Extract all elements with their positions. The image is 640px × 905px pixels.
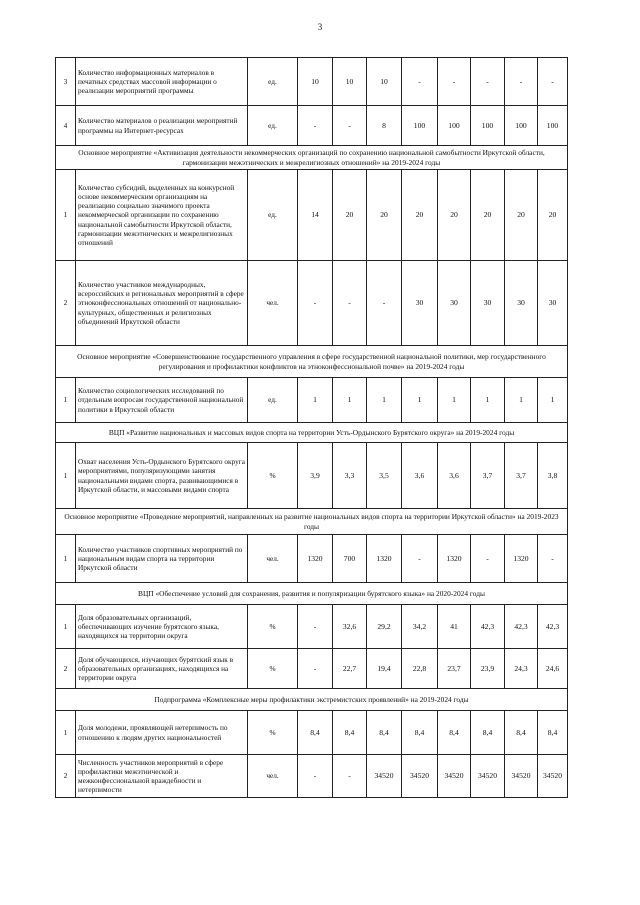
indicator-value: 100 <box>471 106 505 146</box>
section-header-row <box>56 146 568 170</box>
indicator-value: - <box>471 535 505 583</box>
indicator-value: 42,3 <box>505 605 538 649</box>
table-row <box>56 535 568 583</box>
indicator-value: 32,6 <box>333 605 367 649</box>
indicator-value: 34520 <box>402 755 438 798</box>
indicator-value: - <box>438 58 471 106</box>
table-row <box>56 755 568 798</box>
indicator-value: 1 <box>298 378 333 423</box>
indicator-value: 10 <box>298 58 333 106</box>
section-header-row <box>56 689 568 711</box>
row-number: 1 <box>56 170 76 261</box>
indicator-value: 8 <box>367 106 402 146</box>
table-row <box>56 378 568 423</box>
indicator-value: - <box>298 605 333 649</box>
table-row <box>56 711 568 755</box>
indicator-name: Количество участников спортивных мероприятий по национальным видам спорта на территории Иркутской области <box>76 535 248 583</box>
indicator-value: - <box>367 261 402 346</box>
indicator-value: 100 <box>538 106 568 146</box>
indicator-name: Количество информационных материалов в печатных средствах массовой информации о реализации мероприятий программы <box>76 58 248 106</box>
page-number: 3 <box>317 22 323 32</box>
indicator-value: 20 <box>367 170 402 261</box>
unit-of-measure: ед. <box>248 170 298 261</box>
indicator-value: 3,7 <box>471 443 505 509</box>
indicator-value: - <box>333 755 367 798</box>
indicator-value: 700 <box>333 535 367 583</box>
unit-of-measure: % <box>248 443 298 509</box>
indicator-value: 3,3 <box>333 443 367 509</box>
indicator-value: 100 <box>438 106 471 146</box>
indicator-value: 1320 <box>367 535 402 583</box>
row-number: 1 <box>56 605 76 649</box>
row-number: 4 <box>56 106 76 146</box>
indicator-value: 8,4 <box>471 711 505 755</box>
indicator-value: 8,4 <box>367 711 402 755</box>
indicator-value: - <box>505 58 538 106</box>
indicator-value: 8,4 <box>298 711 333 755</box>
table-row <box>56 605 568 649</box>
indicator-value: 29,2 <box>367 605 402 649</box>
indicator-value: 24,3 <box>505 649 538 689</box>
indicator-value: 42,3 <box>471 605 505 649</box>
indicator-value: 23,7 <box>438 649 471 689</box>
indicator-value: 24,6 <box>538 649 568 689</box>
indicator-name: Количество социологических исследований по отдельным вопросам государственной национальной политики в Иркутской области <box>76 378 248 423</box>
indicator-value: 30 <box>505 261 538 346</box>
section-header-row <box>56 346 568 378</box>
indicator-value: 8,4 <box>438 711 471 755</box>
unit-of-measure: чел. <box>248 755 298 798</box>
indicator-value: 1320 <box>438 535 471 583</box>
indicator-value: 34520 <box>367 755 402 798</box>
indicator-name: Доля молодежи, проявляющей нетерпимость по отношению к людям других национальностей <box>76 711 248 755</box>
section-title: Подпрограмма «Комплексные меры профилактики экстремистских проявлений» на 2019-2024 годы <box>56 689 568 711</box>
indicator-value: 22,7 <box>333 649 367 689</box>
indicator-value: 14 <box>298 170 333 261</box>
row-number: 1 <box>56 535 76 583</box>
indicator-value: 20 <box>333 170 367 261</box>
indicator-value: 10 <box>367 58 402 106</box>
table-row <box>56 649 568 689</box>
indicators-table <box>55 57 568 798</box>
indicator-value: 100 <box>505 106 538 146</box>
unit-of-measure: % <box>248 711 298 755</box>
indicator-name: Доля обучающихся, изучающих бурятский язык в образовательных организациях, находящихся на территории округа <box>76 649 248 689</box>
table-row <box>56 170 568 261</box>
indicator-value: 3,6 <box>438 443 471 509</box>
indicator-value: 1320 <box>505 535 538 583</box>
indicator-value: 22,8 <box>402 649 438 689</box>
indicator-value: 3,8 <box>538 443 568 509</box>
indicator-value: - <box>333 261 367 346</box>
indicator-value: 34520 <box>538 755 568 798</box>
indicator-name: Охват населения Усть-Ордынского Бурятского округа мероприятиями, популяризующими занятия национальными видами спорта, развивающимися в Иркутской области, и массовыми видами спорта <box>76 443 248 509</box>
indicator-value: 42,3 <box>538 605 568 649</box>
indicator-value: - <box>538 58 568 106</box>
indicator-value: 1 <box>471 378 505 423</box>
indicator-value: 1 <box>538 378 568 423</box>
indicator-name: Количество участников международных, всероссийских и региональных мероприятий в сфере этноконфессиональных отношений от национально-культурных, общественных и религиозных объединений Иркутской области <box>76 261 248 346</box>
unit-of-measure: % <box>248 605 298 649</box>
indicator-value: - <box>333 106 367 146</box>
indicator-value: 20 <box>402 170 438 261</box>
indicator-value: 23,9 <box>471 649 505 689</box>
indicator-name: Количество субсидий, выделенных на конкурсной основе некоммерческим организациям на реализацию социально значимого проекта некоммерческой организации по сохранению национальной самобытности Иркутской области, гармонизации межэтнических и межрелигиозных отношений <box>76 170 248 261</box>
row-number: 2 <box>56 649 76 689</box>
indicator-value: 19,4 <box>367 649 402 689</box>
unit-of-measure: ед. <box>248 106 298 146</box>
indicator-value: - <box>402 58 438 106</box>
indicator-value: - <box>298 755 333 798</box>
row-number: 2 <box>56 755 76 798</box>
indicator-value: 1 <box>367 378 402 423</box>
indicator-value: 8,4 <box>505 711 538 755</box>
indicator-value: 20 <box>438 170 471 261</box>
indicator-value: 100 <box>402 106 438 146</box>
indicator-value: 3,5 <box>367 443 402 509</box>
indicator-value: - <box>298 106 333 146</box>
indicator-name: Численность участников мероприятий в сфере профилактики межэтнической и межконфессиональной враждебности и нетерпимости <box>76 755 248 798</box>
indicator-value: 20 <box>471 170 505 261</box>
indicator-value: 34520 <box>471 755 505 798</box>
indicator-value: 8,4 <box>538 711 568 755</box>
indicator-value: 30 <box>538 261 568 346</box>
row-number: 1 <box>56 711 76 755</box>
indicator-value: 34520 <box>438 755 471 798</box>
indicator-value: 1 <box>333 378 367 423</box>
indicator-name: Количество материалов о реализации мероприятий программы на Интернет-ресурсах <box>76 106 248 146</box>
unit-of-measure: чел. <box>248 535 298 583</box>
section-title: Основное мероприятие «Активизация деятельности некоммерческих организаций по сохранению национальной самобытности Иркутской области, гармонизации межэтнических и межрелигиозных отношений» на 2019-2024 годы <box>56 146 568 170</box>
indicator-value: 8,4 <box>402 711 438 755</box>
indicator-value: 1 <box>505 378 538 423</box>
indicator-value: - <box>402 535 438 583</box>
indicator-value: - <box>471 58 505 106</box>
indicator-value: - <box>298 649 333 689</box>
indicator-value: 30 <box>471 261 505 346</box>
indicator-value: 34,2 <box>402 605 438 649</box>
indicator-value: - <box>538 535 568 583</box>
indicator-value: 41 <box>438 605 471 649</box>
indicator-value: 20 <box>505 170 538 261</box>
indicator-value: 8,4 <box>333 711 367 755</box>
row-number: 3 <box>56 58 76 106</box>
unit-of-measure: чел. <box>248 261 298 346</box>
row-number: 1 <box>56 378 76 423</box>
indicator-value: - <box>298 261 333 346</box>
table-row <box>56 58 568 106</box>
table-row <box>56 443 568 509</box>
indicator-value: 3,7 <box>505 443 538 509</box>
indicator-value: 20 <box>538 170 568 261</box>
section-header-row <box>56 583 568 605</box>
indicator-value: 1 <box>438 378 471 423</box>
indicator-value: 10 <box>333 58 367 106</box>
section-title: ВЦП «Развитие национальных и массовых видов спорта на территории Усть-Ордынского Бурятского округа» на 2019-2024 годы <box>56 423 568 443</box>
indicator-value: 30 <box>438 261 471 346</box>
section-header-row <box>56 509 568 535</box>
row-number: 1 <box>56 443 76 509</box>
row-number: 2 <box>56 261 76 346</box>
section-header-row <box>56 423 568 443</box>
section-title: Основное мероприятие «Совершенствование государственного управления в сфере государственной национальной политики, мер государственного регулирования и профилактики конфликтов на этноконфессиональной почве» на 2019-2024 годы <box>56 346 568 378</box>
unit-of-measure: % <box>248 649 298 689</box>
indicator-value: 3,6 <box>402 443 438 509</box>
unit-of-measure: ед. <box>248 58 298 106</box>
indicator-value: 3,9 <box>298 443 333 509</box>
section-title: Основное мероприятие «Проведение мероприятий, направленных на развитие национальных видов спорта на территории Иркутской области» на 2019-2023 годы <box>56 509 568 535</box>
section-title: ВЦП «Обеспечение условий для сохранения, развития и популяризации бурятского языка» на 2020-2024 годы <box>56 583 568 605</box>
table-row <box>56 106 568 146</box>
table-row <box>56 261 568 346</box>
indicator-value: 30 <box>402 261 438 346</box>
unit-of-measure: ед. <box>248 378 298 423</box>
indicator-value: 1 <box>402 378 438 423</box>
indicator-value: 34520 <box>505 755 538 798</box>
indicator-value: 1320 <box>298 535 333 583</box>
indicator-name: Доля образовательных организаций, обеспечивающих изучение бурятского языка, находящихся на территории округа <box>76 605 248 649</box>
